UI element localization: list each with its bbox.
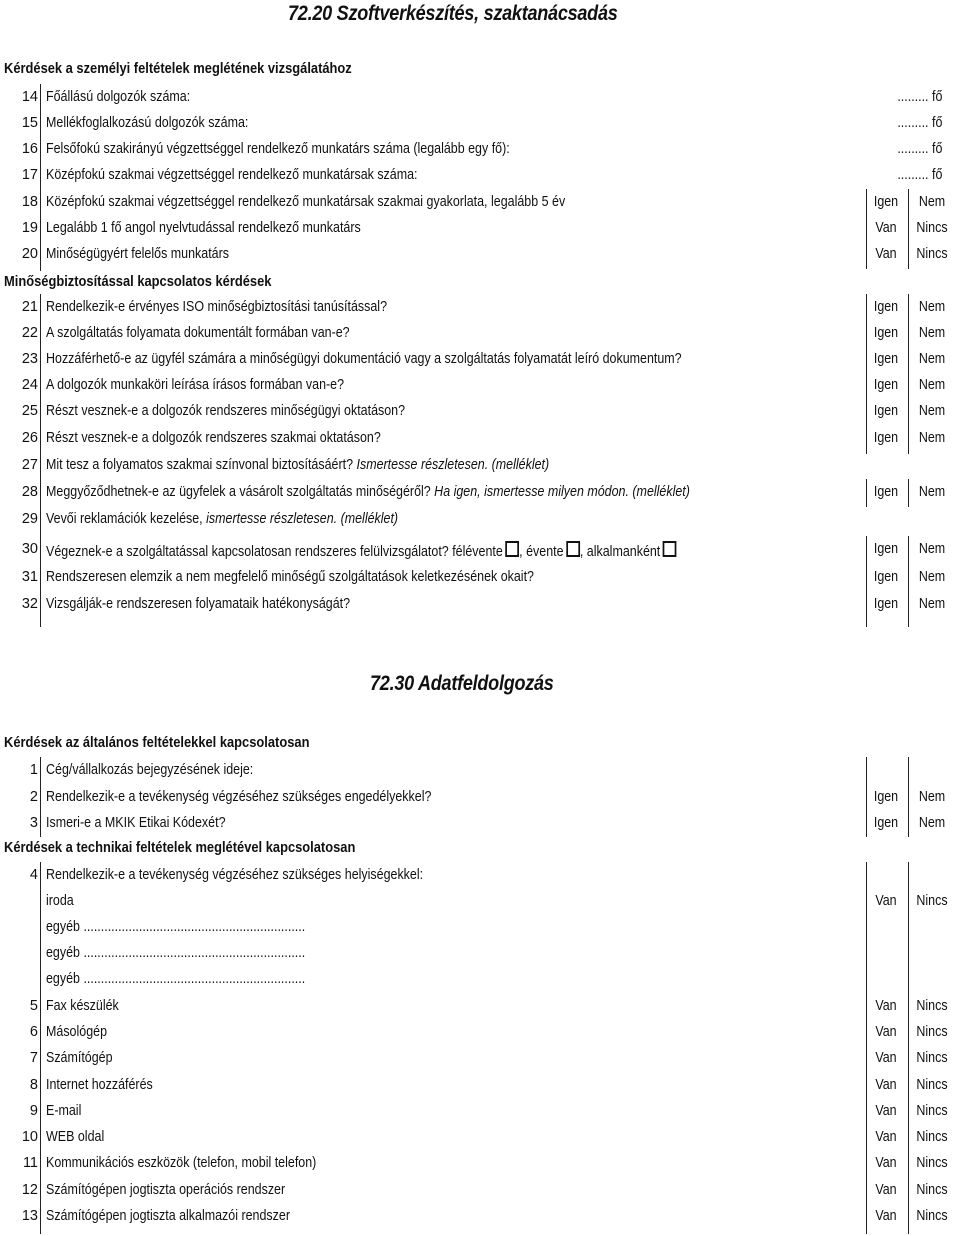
question-text: A szolgáltatás folyamata dokumentált formában van-e? xyxy=(46,325,350,341)
s1-header-quality: Minőségbiztosítással kapcsolatos kérdések xyxy=(4,273,272,290)
answer-option-yes[interactable]: Igen xyxy=(873,403,899,419)
answer-option-yes[interactable]: Van xyxy=(875,1182,897,1198)
column-divider xyxy=(908,862,909,1234)
question-text: Végeznek-e a szolgáltatással kapcsolatosan rendszeres felülvizsgálatot? félévente xyxy=(46,544,503,560)
row-question xyxy=(46,815,226,831)
question-text: Mit tesz a folyamatos szakmai színvonal biztosításáért? xyxy=(46,457,354,473)
answer-option-yes[interactable]: Van xyxy=(875,1129,897,1145)
row-number: 27 xyxy=(21,457,38,473)
table-row xyxy=(0,1099,960,1125)
question-text: Részt vesznek-e a dolgozók rendszeres szakmai oktatáson? xyxy=(46,430,381,446)
row-number: 22 xyxy=(21,325,38,341)
answer-option-no[interactable]: Nincs xyxy=(916,1208,948,1224)
answer-option-no[interactable]: Nem xyxy=(918,430,946,446)
question-text: Mellékfoglalkozású dolgozók száma: xyxy=(46,115,249,131)
answer-option-yes[interactable]: Van xyxy=(875,998,897,1014)
count-field: ......... fő xyxy=(896,115,942,131)
answer-option-yes[interactable]: Igen xyxy=(873,815,899,831)
question-text: Meggyőződhetnek-e az ügyfelek a vásárolt szolgáltatás minőségéről? xyxy=(46,484,431,500)
answer-option-no[interactable]: Nem xyxy=(918,541,946,557)
column-divider xyxy=(908,479,909,507)
table-row xyxy=(0,111,960,137)
row-number: 7 xyxy=(29,1050,38,1066)
column-divider xyxy=(40,294,41,627)
table-row xyxy=(0,915,960,941)
column-divider xyxy=(908,189,909,269)
row-question xyxy=(46,1077,153,1093)
row-question xyxy=(46,789,431,805)
answer-option-no[interactable]: Nincs xyxy=(916,1050,948,1066)
answer-option-yes[interactable]: Van xyxy=(875,1077,897,1093)
question-text: Fax készülék xyxy=(46,998,119,1014)
table-row xyxy=(0,1046,960,1072)
answer-option-no[interactable]: Nincs xyxy=(916,1155,948,1171)
row-number: 2 xyxy=(29,789,38,805)
table-row xyxy=(0,811,960,837)
question-text: Ismeri-e a MKIK Etikai Kódexét? xyxy=(46,815,226,831)
question-text: Cég/vállalkozás bejegyzésének ideje: xyxy=(46,762,254,778)
table-row xyxy=(0,863,960,889)
table-row xyxy=(0,399,960,425)
table-row xyxy=(0,994,960,1020)
section2-title: 72.30 Adatfeldolgozás xyxy=(370,672,554,695)
question-text: Rendszeresen elemzik a nem megfelelő minőségű szolgáltatások keletkezésének okait? xyxy=(46,569,534,585)
row-question xyxy=(46,1024,107,1040)
answer-option-no[interactable]: Nem xyxy=(918,299,946,315)
row-question xyxy=(46,325,350,341)
answer-option-no[interactable]: Nincs xyxy=(916,1103,948,1119)
question-text: WEB oldal xyxy=(46,1129,105,1145)
row-number: 32 xyxy=(21,596,38,612)
column-divider xyxy=(866,189,867,269)
answer-option-yes[interactable]: Van xyxy=(875,1155,897,1171)
row-question xyxy=(46,1182,285,1198)
question-text: Középfokú szakmai végzettséggel rendelkező munkatársak száma: xyxy=(46,167,418,183)
row-number: 23 xyxy=(21,351,38,367)
question-text: Felsőfokú szakirányú végzettséggel rendelkező munkatárs száma (legalább egy fő): xyxy=(46,141,510,157)
count-field: ......... fő xyxy=(896,89,942,105)
answer-option-no[interactable]: Nem xyxy=(918,789,946,805)
question-text: egyéb ................................................................ xyxy=(46,919,306,935)
row-number: 12 xyxy=(21,1182,38,1198)
question-text: Számítógépen jogtiszta operációs rendszer xyxy=(46,1182,286,1198)
question-text: egyéb ................................................................ xyxy=(46,971,306,987)
s2-header-general: Kérdések az általános feltételekkel kapcsolatosan xyxy=(4,734,310,751)
question-text: Internet hozzáférés xyxy=(46,1077,153,1093)
row-question xyxy=(46,430,381,446)
table-row xyxy=(0,242,960,268)
row-question xyxy=(46,299,387,315)
column-divider xyxy=(40,757,41,837)
table-row xyxy=(0,85,960,111)
row-number: 15 xyxy=(21,115,38,131)
row-number: 28 xyxy=(21,484,38,500)
row-number: 11 xyxy=(22,1155,38,1171)
answer-option-no[interactable]: Nem xyxy=(918,403,946,419)
column-divider xyxy=(40,862,41,1234)
column-divider xyxy=(866,294,867,454)
row-question xyxy=(46,246,229,262)
row-number: 20 xyxy=(21,246,38,262)
checkbox-evente[interactable] xyxy=(566,541,580,557)
answer-option-yes[interactable]: Igen xyxy=(873,596,899,612)
answer-option-yes[interactable]: Igen xyxy=(873,194,899,210)
row-question xyxy=(46,377,344,393)
column-divider xyxy=(40,84,41,271)
answer-option-yes[interactable]: Van xyxy=(875,1024,897,1040)
question-text: Főállású dolgozók száma: xyxy=(46,89,191,105)
column-divider xyxy=(908,294,909,454)
row-number: 31 xyxy=(21,569,38,585)
answer-option-no[interactable]: Nem xyxy=(918,194,946,210)
answer-option-no[interactable]: Nem xyxy=(918,325,946,341)
table-row xyxy=(0,295,960,321)
row-question xyxy=(46,945,305,961)
row-question xyxy=(46,762,253,778)
checkbox-felevente[interactable] xyxy=(505,541,519,557)
table-row xyxy=(0,1073,960,1099)
question-text: Számítógépen jogtiszta alkalmazói rendszer xyxy=(46,1208,290,1224)
answer-option-yes[interactable]: Van xyxy=(875,220,897,236)
row-question xyxy=(46,89,190,105)
row-question xyxy=(46,569,534,585)
question-text: Rendelkezik-e a tevékenység végzéséhez szükséges helyiségekkel: xyxy=(46,867,424,883)
row-number: 24 xyxy=(21,377,38,393)
instruction-text: Ismertesse részletesen. (melléklet) xyxy=(356,457,550,473)
answer-option-yes[interactable]: Igen xyxy=(873,430,899,446)
answer-option-no[interactable]: Nincs xyxy=(916,220,948,236)
question-text: A dolgozók munkaköri leírása írásos formában van-e? xyxy=(46,377,345,393)
question-text: Vizsgálják-e rendszeresen folyamataik hatékonyságát? xyxy=(46,596,351,612)
row-question xyxy=(46,1155,316,1171)
row-question xyxy=(46,1129,104,1145)
column-divider xyxy=(866,862,867,1234)
answer-option-yes[interactable]: Igen xyxy=(873,541,899,557)
answer-option-no[interactable]: Nincs xyxy=(916,998,948,1014)
answer-option-yes[interactable]: Igen xyxy=(873,351,899,367)
count-field: ......... fő xyxy=(896,167,942,183)
row-question xyxy=(46,484,690,500)
row-question xyxy=(46,511,398,527)
row-question xyxy=(46,115,248,131)
answer-option-yes[interactable]: Igen xyxy=(873,299,899,315)
answer-option-yes[interactable]: Van xyxy=(875,893,897,909)
table-row xyxy=(0,1178,960,1204)
option-evente: , évente xyxy=(519,544,564,560)
answer-option-yes[interactable]: Igen xyxy=(873,789,899,805)
row-number: 17 xyxy=(21,167,38,183)
answer-option-no[interactable]: Nincs xyxy=(916,893,948,909)
checkbox-alkalmankent[interactable] xyxy=(663,541,677,557)
table-row xyxy=(0,1020,960,1046)
answer-option-no[interactable]: Nincs xyxy=(916,1077,948,1093)
row-question xyxy=(46,971,305,987)
question-text: Rendelkezik-e érvényes ISO minőségbiztosítási tanúsítással? xyxy=(46,299,388,315)
row-question xyxy=(46,403,405,419)
table-row xyxy=(0,216,960,242)
row-question xyxy=(46,167,418,183)
row-question xyxy=(46,1103,81,1119)
row-question xyxy=(46,141,510,157)
table-row xyxy=(0,373,960,399)
table-row xyxy=(0,426,960,452)
row-number: 21 xyxy=(21,299,38,315)
row-number: 19 xyxy=(21,220,38,236)
table-row xyxy=(0,1125,960,1151)
row-question xyxy=(46,893,74,909)
table-row xyxy=(0,785,960,811)
row-question xyxy=(46,351,682,367)
row-question xyxy=(46,1208,290,1224)
row-number: 18 xyxy=(21,194,38,210)
answer-option-no[interactable]: Nem xyxy=(918,815,946,831)
table-row xyxy=(0,967,960,993)
row-number: 13 xyxy=(21,1208,38,1224)
count-field: ......... fő xyxy=(896,141,942,157)
answer-option-no[interactable]: Nincs xyxy=(916,1182,948,1198)
table-row xyxy=(0,507,960,533)
row-number: 10 xyxy=(21,1129,38,1145)
answer-option-no[interactable]: Nem xyxy=(918,569,946,585)
question-text: Számítógép xyxy=(46,1050,113,1066)
column-divider xyxy=(866,479,867,507)
answer-option-no[interactable]: Nem xyxy=(918,596,946,612)
row-question xyxy=(46,194,565,210)
section1-title: 72.20 Szoftverkészítés, szaktanácsadás xyxy=(288,2,618,25)
table-row xyxy=(0,163,960,189)
row-number: 8 xyxy=(29,1077,38,1093)
table-row xyxy=(0,347,960,373)
row-question xyxy=(46,541,677,560)
table-row xyxy=(0,137,960,163)
instruction-text: ismertesse részletesen. (melléklet) xyxy=(206,511,399,527)
row-question xyxy=(46,867,423,883)
answer-option-yes[interactable]: Van xyxy=(875,1050,897,1066)
table-row xyxy=(0,1151,960,1177)
table-row xyxy=(0,758,960,784)
row-question xyxy=(46,998,119,1014)
answer-option-no[interactable]: Nem xyxy=(918,377,946,393)
row-question xyxy=(46,919,305,935)
row-number: 30 xyxy=(21,541,38,557)
s1-header-personal: Kérdések a személyi feltételek meglétének vizsgálatához xyxy=(4,60,352,77)
answer-option-yes[interactable]: Igen xyxy=(873,325,899,341)
column-divider xyxy=(866,536,867,627)
question-text: egyéb ................................................................ xyxy=(46,945,306,961)
table-row xyxy=(0,1204,960,1230)
answer-option-no[interactable]: Nincs xyxy=(916,1024,948,1040)
column-divider xyxy=(908,757,909,837)
answer-option-yes[interactable]: Van xyxy=(875,1103,897,1119)
answer-option-yes[interactable]: Van xyxy=(875,1208,897,1224)
question-text: Rendelkezik-e a tevékenység végzéséhez szükséges engedélyekkel? xyxy=(46,789,432,805)
question-text: Középfokú szakmai végzettséggel rendelkező munkatársak szakmai gyakorlata, legalább 5 év xyxy=(46,194,566,210)
question-text: Legalább 1 fő angol nyelvtudással rendelkező munkatárs xyxy=(46,220,361,236)
table-row xyxy=(0,190,960,216)
row-number: 26 xyxy=(21,430,38,446)
question-text: Vevői reklamációk kezelése, xyxy=(46,511,203,527)
column-divider xyxy=(866,757,867,837)
table-row xyxy=(0,565,960,591)
row-number: 14 xyxy=(21,89,38,105)
answer-option-yes[interactable]: Igen xyxy=(873,569,899,585)
table-row xyxy=(0,889,960,915)
row-number: 9 xyxy=(29,1103,38,1119)
answer-option-no[interactable]: Nincs xyxy=(916,246,948,262)
question-text: Másológép xyxy=(46,1024,108,1040)
question-text: Kommunikációs eszközök (telefon, mobil telefon) xyxy=(46,1155,317,1171)
row-question xyxy=(46,596,350,612)
row-question xyxy=(46,220,361,236)
row-number: 3 xyxy=(29,815,38,831)
instruction-text: Ha igen, ismertesse milyen módon. (melléklet) xyxy=(434,484,690,500)
row-number: 5 xyxy=(29,998,38,1014)
question-text: E-mail xyxy=(46,1103,82,1119)
question-text: Minőségügyért felelős munkatárs xyxy=(46,246,229,262)
row-question xyxy=(46,457,549,473)
option-alkalmankent: , alkalmanként xyxy=(579,544,661,560)
row-number: 4 xyxy=(29,867,38,883)
answer-option-yes[interactable]: Igen xyxy=(873,484,899,500)
table-row xyxy=(0,592,960,618)
table-row xyxy=(0,321,960,347)
answer-option-yes[interactable]: Van xyxy=(875,246,897,262)
row-number: 1 xyxy=(29,762,38,778)
table-row xyxy=(0,941,960,967)
answer-option-no[interactable]: Nem xyxy=(918,351,946,367)
column-divider xyxy=(908,536,909,627)
table-row xyxy=(0,480,960,506)
question-text: iroda xyxy=(46,893,74,909)
row-number: 6 xyxy=(29,1024,38,1040)
row-number: 29 xyxy=(21,511,38,527)
answer-option-yes[interactable]: Igen xyxy=(873,377,899,393)
question-text: Részt vesznek-e a dolgozók rendszeres minőségügyi oktatáson? xyxy=(46,403,406,419)
row-number: 25 xyxy=(21,403,38,419)
table-row xyxy=(0,453,960,479)
answer-option-no[interactable]: Nincs xyxy=(916,1129,948,1145)
row-number: 16 xyxy=(21,141,38,157)
question-text: Hozzáférhető-e az ügyfél számára a minőségügyi dokumentáció vagy a szolgáltatás folyamatát leíró dokumentum? xyxy=(46,351,682,367)
row-question xyxy=(46,1050,113,1066)
answer-option-no[interactable]: Nem xyxy=(918,484,946,500)
s2-header-technical: Kérdések a technikai feltételek meglétével kapcsolatosan xyxy=(4,839,356,856)
table-row xyxy=(0,537,960,563)
